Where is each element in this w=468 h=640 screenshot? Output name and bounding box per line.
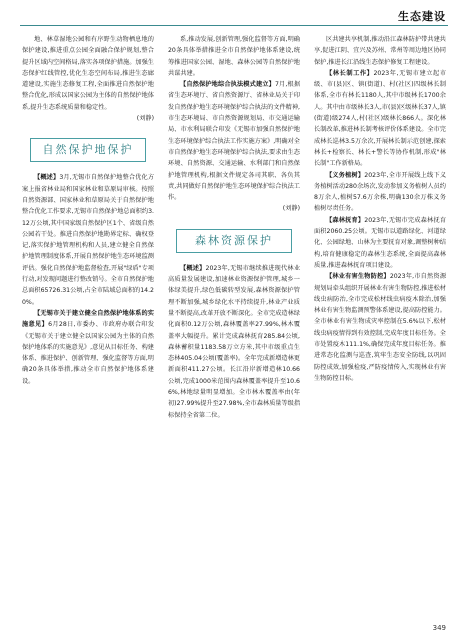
column-2 xyxy=(168,34,300,421)
paragraph xyxy=(314,170,446,215)
paragraph xyxy=(22,172,154,308)
paragraph xyxy=(22,308,154,387)
paragraph-title: 【林长制工作】 xyxy=(326,69,374,77)
paragraph-title: 【概述】 xyxy=(34,174,60,182)
paragraph-body: 2023年,无锡市完成森林抚育面积2060.25公顷。无锡市以道路绿化、河道绿化、公园绿地、山林为主要抚育对象,调整树种结构,培育健康稳定的森林生态系统,全面提高森林质量,推进森林抚育项目建设。 xyxy=(314,216,447,269)
column-1 xyxy=(22,34,154,387)
section-heading-nature-reserve: 自然保护地保护 xyxy=(30,138,146,162)
header-section-title: 生态建设 xyxy=(398,10,446,23)
paragraph xyxy=(168,263,300,421)
paragraph-body: 2023年,全市开展线上线下义务植树活动280余场次,发动参加义务植树人员约8万余人,植树57.6万余株,明确130余万株义务植树尽责任务。 xyxy=(314,171,447,213)
paragraph-title: 【森林抚育】 xyxy=(326,216,365,224)
header-rule xyxy=(20,25,448,26)
paragraph-title: 【自然保护地综合执法模式建立】 xyxy=(180,81,275,89)
paragraph: 系,推动发展,创新管理,强化监督等方面,明确20条具体举措推进全市自然保护地体系建设,统筹推进国家公园、湿地、森林公园等自然保护地共谋共建。 xyxy=(168,36,300,77)
paragraph-title: 【概述】 xyxy=(180,264,206,272)
paragraph-body: 2023年,无锡市继续推进现代林业高质量发展建设,加速林业资源保护管理,城乡一体绿美提升,绿色低碳转型发展,森林资源保护管理不断加强,城乡绿化水平持续提升,林业产业质量不断提高,改革开放不断深化。全市完成造林绿化面积0.12万公顷,森林覆盖率27.99%,林木覆盖率大幅提升。累计完成森林抚育285.84公顷,森林蓄积量1183.58万立方米,其中市级重点生态林405.04公顷(覆盖率)。全年完成新增造林更新面积411.27公顷。长江沿岸新增造林10.66公顷,完成1000米范围内森林覆盖率提升至10.66%,林地绿量明显增加。全市林木覆盖率由(年初)27.99%提升至27.98%,全市森林质量等级指标保持全省第二位。 xyxy=(168,264,301,419)
paragraph-body: 7月,根据省生态环境厅、省自然资源厅、省林业局关于印发自然保护地生态环境保护综合执法的文件精神,市生态环境局、市自然资源规划局、市交通运输局、市水利局联合印发《无锡市加强自然保护地生态环境保护综合执法工作实施方案》,明确对全市自然保护地生态环境保护综合执法,要求由生态环境、自然资源、交通运输、水利部门和自然保护地管理机构,根据文件规定各司其职、各负其责,共同做好自然保护地生态环境保护综合执法工作。 xyxy=(168,81,301,202)
signature: (刘静) xyxy=(136,115,154,123)
paragraph-body: 6月28日,市委办、市政府办联合印发《无锡市关于建立健全以国家公园为主体的自然保护地体系的实施意见》,意见从目标任务、构建体系、推进保护、创新管理、强化监督等方面,明确20条具体举措,推动全市自然保护地体系建设。 xyxy=(22,321,155,385)
section-heading-forest-resources: 森林资源保护 xyxy=(176,229,292,253)
paragraph xyxy=(314,271,446,384)
paragraph-title: 【无锡市关于建立健全自然保护地体系的实施意见】 xyxy=(22,309,154,329)
paragraph: 区共建共享机制,推动沿江森林防护带共建共享,促进江阴、宜兴及苏州、常州等周边地区协同保护,推进长江沿线生态保护修复工程建设。 xyxy=(314,36,446,66)
paragraph xyxy=(168,79,300,203)
paragraph-body: 2023年,无锡市建立起市级、市(县)区、镇(街道)、村(社区)四级林长制体系,全市有林长1180人,其中市级林长1700余人。其中由市级林长3人,市(县)区级林长37人,镇(街道)级274人,村(社区)级林长866人。深化林长制改革,推进林长制考核评价体系建设。全市完成林长巡林3.5万余次,开展林长制示范创建,探索林长+检察长、林长+警长等协作机制,形成"林长制"工作新格局。 xyxy=(314,69,447,168)
column-3 xyxy=(314,34,446,384)
signature: (刘静) xyxy=(282,205,300,213)
paragraph xyxy=(314,68,446,170)
paragraph: 地、林草湿地公园和有序野生动物栖息地的保护建设,推进重点公园全面融合保护规划,整合提升区域内空间格局,落实各项保护措施。加强生态保护红线管控,优化生态空间布局,推进生态廊道建设,实施生态修复工程,全面推进自然保护地整合优化,形成以国家公园为主体的自然保护地体系,提升生态系统质量和稳定性。 xyxy=(22,36,154,111)
paragraph xyxy=(314,215,446,271)
paragraph-title: 【林业有害生物防控】 xyxy=(326,273,390,281)
paragraph-body: 3月,无锡市自然保护地整合优化方案上报省林业局和国家林业和草原局审核。按照自然资源部、国家林业和草原局关于自然保护地整合优化工作要求,无锡市自然保护地总面积约3.12万公顷,其中国家级自然保护区1个、省级自然公园若干处。推进自然保护地勘界定标、确权登记,落实保护地管理机构和人员,建立健全自然保护地管理制度体系,开展自然保护地生态环境监测评估。强化自然保护地监督检查,开展"绿盾"专项行动,对发现问题进行整改销号。全市自然保护地总面积65726.31公顷,占全市陆域总面积的14.20%。 xyxy=(22,174,155,306)
paragraph-body: 2023年,市自然资源规划局牵头组织开展林业有害生物防控,推进松材线虫病防治,全市完成松材线虫病疫木除治,加强林业有害生物监测预警体系建设,提高防控能力。全市林业有害生物成灾率控制在5.6%以下,松材线虫病疫情得到有效控制,完成年度目标任务。全市处置疫木111.1%,确保完成年度目标任务。推进常态化监测与巡查,筑牢生态安全防线,以巩固防控成效,加强检疫,严防疫情传入,实现林业有害生物防控目标。 xyxy=(314,273,447,382)
page-number: 349 xyxy=(432,624,446,632)
paragraph-title: 【义务植树】 xyxy=(326,171,365,179)
